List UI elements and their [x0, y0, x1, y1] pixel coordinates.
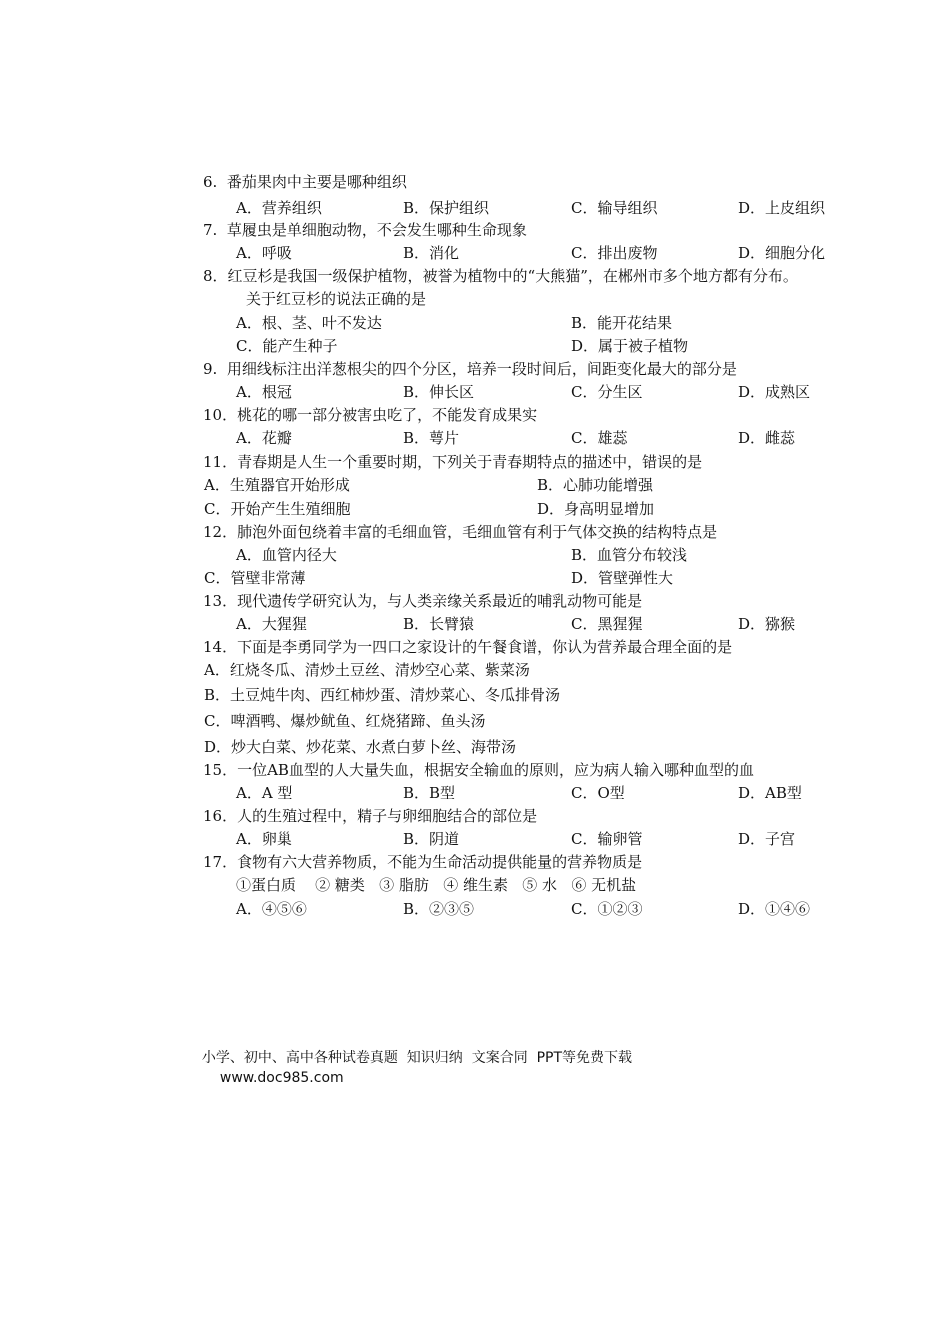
question-15-option-b: B．B型 — [403, 784, 456, 802]
question-7-option-c: C．排出废物 — [571, 244, 658, 262]
question-15-option-d: D．AB型 — [738, 784, 802, 802]
question-12-option-c: C．管壁非常薄 — [204, 569, 306, 587]
question-9-option-b: B．伸长区 — [403, 383, 475, 401]
question-17-nutrient-list: ①蛋白质 ② 糖类 ③ 脂肪 ④ 维生素 ⑤ 水 ⑥ 无机盐 — [236, 876, 637, 894]
question-13-stem: 13．现代遗传学研究认为，与人类亲缘关系最近的哺乳动物可能是 — [203, 592, 643, 610]
question-11-option-b: B．心肺功能增强 — [537, 476, 654, 494]
question-7-option-b: B．消化 — [403, 244, 460, 262]
question-6-option-c: C．输导组织 — [571, 199, 658, 217]
question-16-option-b: B．阴道 — [403, 830, 460, 848]
question-9-option-a: A．根冠 — [236, 383, 292, 401]
question-17-stem: 17．食物有六大营养物质，不能为生命活动提供能量的营养物质是 — [203, 853, 643, 871]
question-17-option-a: A．④⑤⑥ — [236, 900, 307, 918]
question-8-option-d: D．属于被子植物 — [571, 337, 689, 355]
question-11-option-d: D．身高明显增加 — [537, 500, 655, 518]
question-6-option-b: B．保护组织 — [403, 199, 490, 217]
question-12-stem: 12．肺泡外面包绕着丰富的毛细血管，毛细血管有利于气体交换的结构特点是 — [203, 523, 718, 541]
question-16-option-c: C．输卵管 — [571, 830, 643, 848]
question-9-stem: 9. 用细线标注出洋葱根尖的四个分区，培养一段时间后，间距变化最大的部分是 — [203, 360, 737, 378]
question-8-stem-continued: 关于红豆杉的说法正确的是 — [246, 290, 427, 308]
question-7-option-d: D．细胞分化 — [738, 244, 826, 262]
question-12-option-b: B．血管分布较浅 — [571, 546, 688, 564]
question-14-stem: 14．下面是李勇同学为一四口之家设计的午餐食谱，你认为营养最合理全面的是 — [203, 638, 733, 656]
question-16-option-d: D．子宫 — [738, 830, 796, 848]
question-14-option-b: B．土豆炖牛肉、西红柿炒蛋、清炒菜心、冬瓜排骨汤 — [204, 686, 561, 704]
question-16-option-a: A．卵巢 — [236, 830, 292, 848]
question-10-option-a: A．花瓣 — [236, 429, 292, 447]
question-12-option-a: A．血管内径大 — [236, 546, 337, 564]
question-12-option-d: D．管壁弹性大 — [571, 569, 674, 587]
question-17-option-c: C．①②③ — [571, 900, 643, 918]
question-9-option-d: D．成熟区 — [738, 383, 811, 401]
question-17-option-d: D．①④⑥ — [738, 900, 811, 918]
question-8-option-a: A．根、茎、叶不发达 — [236, 314, 382, 332]
question-11-option-c: C．开始产生生殖细胞 — [204, 500, 351, 518]
footer-text: 小学、初中、高中各种试卷真题 知识归纳 文案合同 PPT等免费下载 — [201, 1050, 633, 1066]
question-8-option-c: C．能产生种子 — [236, 337, 338, 355]
question-6-option-a: A．营养组织 — [236, 199, 322, 217]
question-7-stem: 7. 草履虫是单细胞动物，不会发生哪种生命现象 — [203, 221, 527, 239]
question-9-option-c: C．分生区 — [571, 383, 643, 401]
question-13-option-a: A．大猩猩 — [236, 615, 307, 633]
question-10-option-d: D．雌蕊 — [738, 429, 796, 447]
question-17-option-b: B．②③⑤ — [403, 900, 475, 918]
question-11-option-a: A．生殖器官开始形成 — [204, 476, 350, 494]
question-16-stem: 16．人的生殖过程中，精子与卵细胞结合的部位是 — [203, 807, 538, 825]
question-10-option-b: B．萼片 — [403, 429, 460, 447]
question-15-option-c: C．O型 — [571, 784, 625, 802]
question-13-option-c: C．黑猩猩 — [571, 615, 643, 633]
page-footer — [193, 1028, 632, 1088]
question-14-option-c: C．啤酒鸭、爆炒鱿鱼、红烧猪蹄、鱼头汤 — [204, 712, 486, 730]
question-15-option-a: A．A 型 — [236, 784, 293, 802]
question-8-option-b: B．能开花结果 — [571, 314, 673, 332]
question-13-option-d: D．猕猴 — [738, 615, 796, 633]
question-15-stem: 15．一位AB血型的人大量失血，根据安全输血的原则，应为病人输入哪种血型的血 — [203, 761, 754, 779]
question-6-option-d: D．上皮组织 — [738, 199, 826, 217]
question-10-option-c: C．雄蕊 — [571, 429, 628, 447]
question-8-stem: 8．红豆杉是我国一级保护植物，被誉为植物中的“大熊猫”，在郴州市多个地方都有分布。 — [203, 267, 798, 285]
question-11-stem: 11．青春期是人生一个重要时期，下列关于青春期特点的描述中，错误的是 — [203, 453, 703, 471]
question-13-option-b: B．长臂猿 — [403, 615, 475, 633]
question-7-option-a: A．呼吸 — [236, 244, 292, 262]
question-14-option-a: A．红烧冬瓜、清炒土豆丝、清炒空心菜、紫菜汤 — [204, 661, 530, 679]
question-10-stem: 10．桃花的哪一部分被害虫吃了，不能发育成果实 — [203, 406, 538, 424]
question-14-option-d: D．炒大白菜、炒花菜、水煮白萝卜丝、海带汤 — [204, 738, 517, 756]
question-6-stem: 6. 番茄果肉中主要是哪种组织 — [203, 173, 407, 191]
footer-url[interactable]: www.doc985.com — [219, 1070, 344, 1086]
